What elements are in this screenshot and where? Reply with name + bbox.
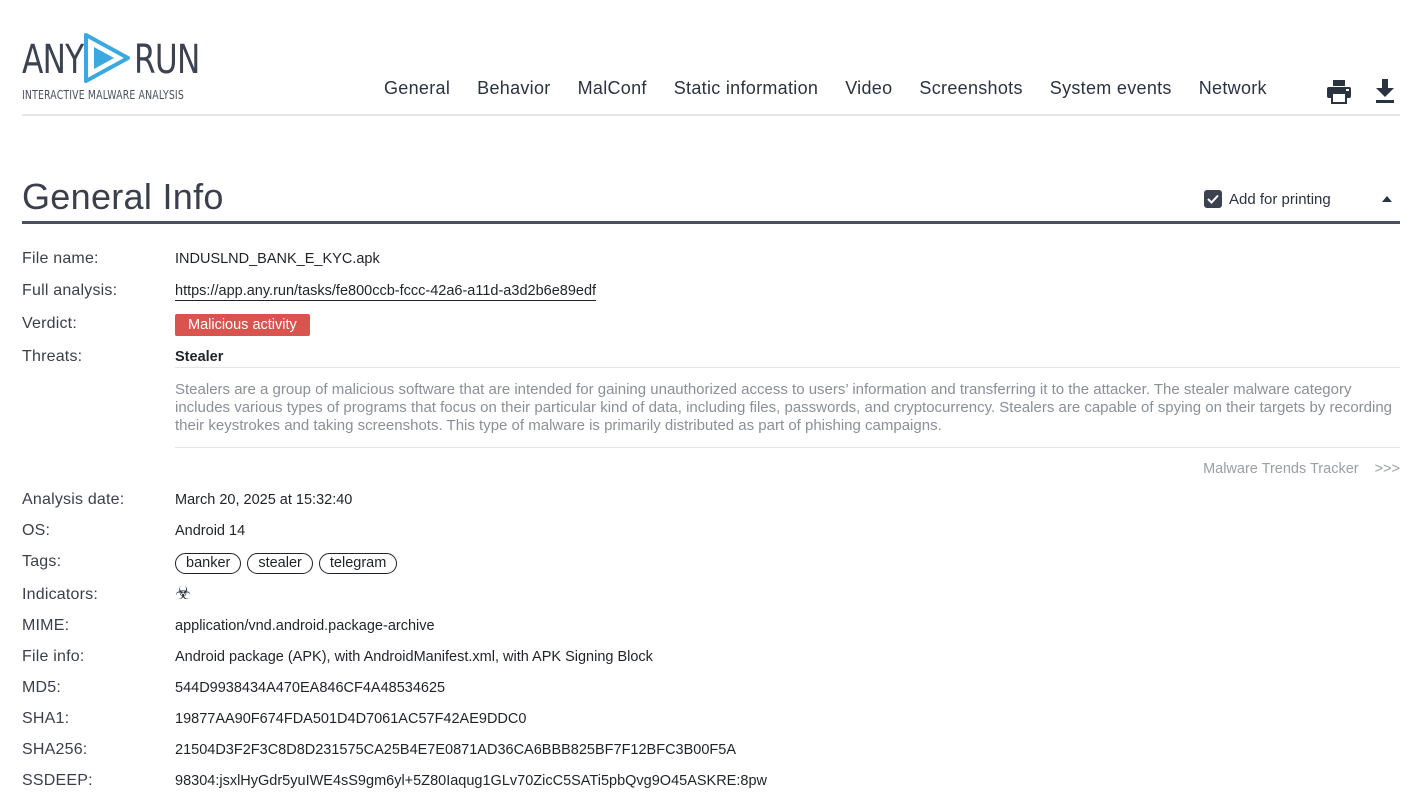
threat-description: Stealers are a group of malicious software that are intended for gaining unauthorized access to users’ information and transferring it to the attacker. The stealer malware category includes various types of programs that focus on their particular kind of data, including files, passwords, and cryptocurrency. Stealers are capable of spying on their targets by recording their keystrokes and taking screenshots. This type of malware is primarily distributed as part of phishing campaigns. xyxy=(175,381,1393,434)
ssdeep-value: 98304:jsxlHyGdr5yuIWE4sS9gm6yl+5Z80Iaqug1GLv70ZicC5SATi5pbQvg9O45ASKRE:8pw xyxy=(175,773,767,789)
logo-word-any: ANY xyxy=(22,37,84,83)
threat-name[interactable]: Stealer xyxy=(175,349,224,365)
title-divider xyxy=(22,221,1400,224)
tags-label: Tags: xyxy=(22,553,62,570)
ssdeep-label: SSDEEP: xyxy=(22,772,93,789)
nav-screenshots[interactable]: Screenshots xyxy=(919,78,1023,98)
any-run-logo[interactable] xyxy=(22,32,200,104)
tracker-label: Malware Trends Tracker xyxy=(1203,461,1359,477)
nav-static-information[interactable]: Static information xyxy=(673,78,819,98)
logo-tagline: INTERACTIVE MALWARE ANALYSIS xyxy=(22,88,184,102)
mime-label: MIME: xyxy=(22,617,70,634)
sha256-value: 21504D3F2F3C8D8D231575CA25B4E7E0871AD36CA6BBB825BF7F12BFC3B00F5A xyxy=(175,742,737,758)
threat-divider-bottom xyxy=(175,447,1400,448)
add-for-printing-toggle[interactable] xyxy=(1204,190,1331,208)
verdict-badge: Malicious activity xyxy=(175,314,310,336)
logo-word-run: RUN xyxy=(134,37,200,83)
add-for-printing-checkbox[interactable] xyxy=(1204,190,1222,208)
checkmark-icon xyxy=(1207,194,1219,204)
file-name-label: File name: xyxy=(22,250,99,267)
collapse-caret-icon[interactable] xyxy=(1381,195,1393,203)
indicators-label: Indicators: xyxy=(22,586,99,603)
file-info-value: Android package (APK), with AndroidManifest.xml, with APK Signing Block xyxy=(175,649,653,665)
sha1-value: 19877AA90F674FDA501D4D7061AC57F42AE9DDC0 xyxy=(175,711,527,727)
sha1-label: SHA1: xyxy=(22,710,70,727)
nav-video[interactable]: Video xyxy=(845,78,893,98)
nav-system-events[interactable]: System events xyxy=(1049,78,1172,98)
mime-value: application/vnd.android.package-archive xyxy=(175,618,435,634)
md5-value: 544D9938434A470EA846CF4A48534625 xyxy=(175,680,446,696)
play-logo-icon xyxy=(80,32,132,84)
verdict-label: Verdict: xyxy=(22,315,77,332)
nav-behavior[interactable]: Behavior xyxy=(477,78,551,98)
malware-trends-tracker-link[interactable] xyxy=(1203,461,1400,477)
threat-divider xyxy=(175,367,1400,368)
nav-general[interactable]: General xyxy=(384,78,451,98)
header-divider xyxy=(22,114,1400,116)
file-name-value: INDUSLND_BANK_E_KYC.apk xyxy=(175,251,380,267)
tag-stealer[interactable]: stealer xyxy=(247,553,313,574)
file-info-label: File info: xyxy=(22,648,85,665)
download-icon[interactable] xyxy=(1373,78,1397,104)
nav-malconf[interactable]: MalConf xyxy=(577,78,647,98)
full-analysis-label: Full analysis: xyxy=(22,282,118,299)
tag-banker[interactable]: banker xyxy=(175,553,241,574)
md5-label: MD5: xyxy=(22,679,62,696)
tag-telegram[interactable]: telegram xyxy=(319,553,397,574)
full-analysis-link[interactable]: https://app.any.run/tasks/fe800ccb-fccc-42a6-a11d-a3d2b6e89edf xyxy=(175,283,597,299)
sha256-label: SHA256: xyxy=(22,741,88,758)
analysis-date-value: March 20, 2025 at 15:32:40 xyxy=(175,492,353,508)
add-for-printing-label: Add for printing xyxy=(1229,190,1331,208)
biohazard-icon: ☣ xyxy=(175,583,192,604)
threats-label: Threats: xyxy=(22,348,83,365)
os-label: OS: xyxy=(22,522,51,539)
print-icon[interactable] xyxy=(1326,78,1352,104)
tags-list xyxy=(175,553,403,574)
os-value: Android 14 xyxy=(175,523,246,539)
tracker-arrow: >>> xyxy=(1374,461,1400,477)
analysis-date-label: Analysis date: xyxy=(22,491,125,508)
nav-network[interactable]: Network xyxy=(1198,78,1267,98)
section-title: General Info xyxy=(22,176,224,217)
main-nav xyxy=(384,78,1267,106)
